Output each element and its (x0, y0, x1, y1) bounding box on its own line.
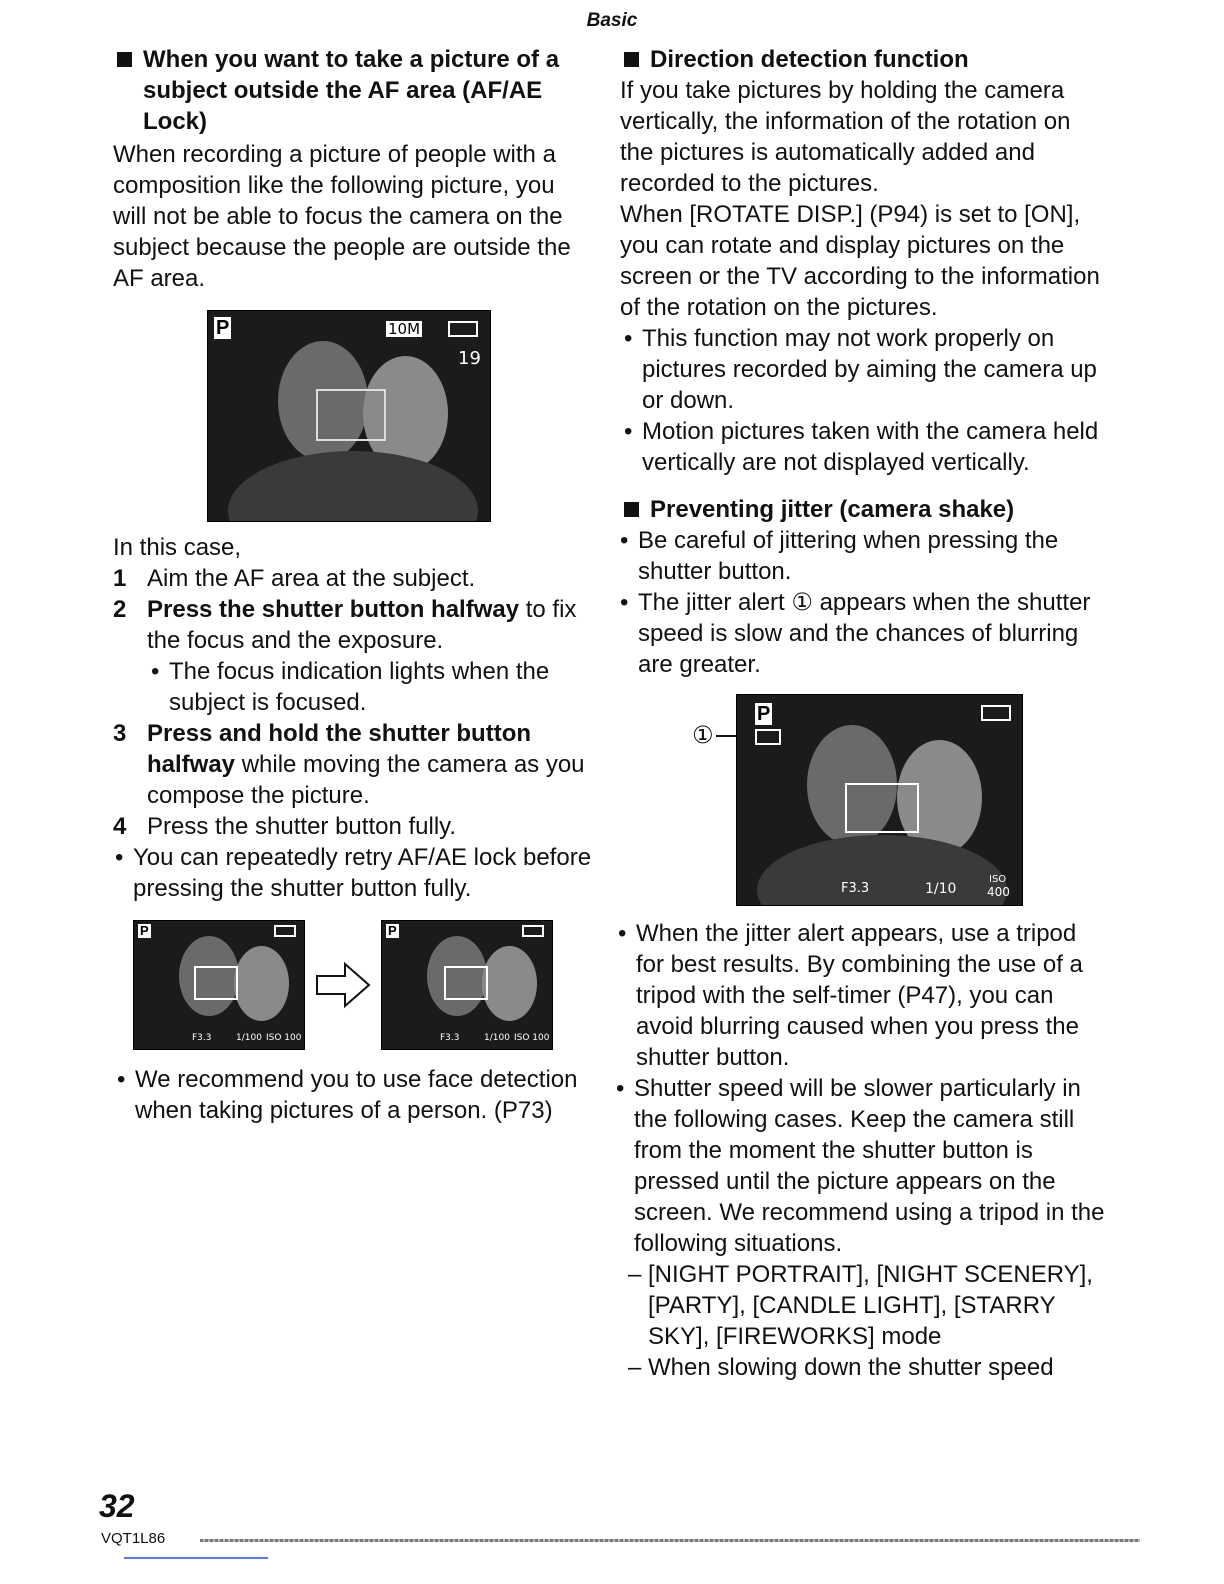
battery-icon (448, 321, 478, 337)
bullet-dot-icon: • (624, 325, 633, 352)
direction-para-2: When [ROTATE DISP.] (P94) is set to [ON], you can rotate and display pictures on the screen or the TV according to the information of the rotation on the pictures. (620, 201, 1100, 321)
jitter-bullet-1: • Be careful of jittering when pressing the shutter button. (620, 527, 1059, 585)
person-right (234, 946, 289, 1021)
shutter-value: 1/100 (236, 1033, 262, 1043)
section-header: Basic (586, 10, 638, 31)
jitter-figure (620, 694, 1110, 908)
jitter-heading: Preventing jitter (camera shake) (620, 494, 1110, 525)
bullet-dot-icon: • (620, 527, 629, 554)
aperture-value: F3.3 (841, 881, 870, 896)
mode-indicator: P (140, 923, 149, 938)
picture-size: 10M (388, 320, 421, 338)
slow-shutter-bullet: • Shutter speed will be slower particularly in the following cases. Keep the camera still from the moment the shutter button is pressed until the picture appears on the screen. We recommend using a tripod in the following situations. (616, 1075, 1105, 1257)
afae-heading: When you want to take a picture of a subject outside the AF area (AF/AE Lock) (113, 44, 593, 137)
left-column (113, 44, 593, 1126)
tripod-bullet: • When the jitter alert appears, use a tripod for best results. By combining the use of a tripod with the self-timer (P47), you can avoid blurring caused when you press the shutter button. (618, 920, 1083, 1071)
retry-note: • You can repeatedly retry AF/AE lock before pressing the shutter button fully. (115, 844, 592, 902)
right-column (616, 44, 1110, 1383)
bullet-dot-icon: • (624, 418, 633, 445)
direction-para-1: If you take pictures by holding the camera vertically, the information of the rotation on the pictures is automatically added and recorded to the pictures. (620, 77, 1071, 197)
sequence-before (133, 920, 305, 1050)
mode-indicator: P (216, 317, 230, 339)
step-3: 3 Press and hold the shutter button halfway while moving the camera as you compose the picture. (113, 720, 585, 809)
bullet-dot-icon: • (616, 1075, 625, 1102)
bullet-dot-icon: • (117, 1066, 126, 1093)
person-right (482, 946, 537, 1021)
bullet-dot-icon: • (618, 920, 627, 947)
step-4: 4 Press the shutter button fully. (113, 813, 457, 840)
iso-value: 400 (987, 885, 1010, 899)
jitter-screen (736, 694, 1023, 906)
iso-value: ISO 100 (514, 1033, 550, 1043)
battery-icon (981, 705, 1011, 721)
square-bullet-icon (624, 52, 639, 67)
remaining-count: 19 (458, 348, 481, 369)
aperture-value: F3.3 (192, 1033, 212, 1043)
face-detection-note: • We recommend you to use face detection when taking pictures of a person. (P73) (117, 1066, 578, 1124)
page-number: 32 (99, 1488, 135, 1524)
jitter-bullet-2: • The jitter alert ① appears when the shutter speed is slow and the chances of blurring are greater. (620, 589, 1091, 678)
aperture-value: F3.3 (440, 1033, 460, 1043)
bullet-dot-icon: • (151, 658, 160, 685)
afae-intro: When recording a picture of people with a composition like the following picture, you will not be able to focus the camera on the subject because the people are outside the AF area. (113, 141, 571, 292)
step-2: 2 Press the shutter button halfway to fix the focus and the exposure. (113, 596, 577, 654)
case-label: In this case, (113, 534, 242, 561)
scene-mode-item: – [NIGHT PORTRAIT], [NIGHT SCENERY], [PARTY], [CANDLE LIGHT], [STARRY SKY], [FIREWORKS] mode (628, 1261, 1093, 1350)
bullet-dot-icon: • (115, 844, 124, 871)
af-frame (194, 966, 238, 1000)
document-code: VQT1L86 (101, 1530, 166, 1547)
mode-indicator: P (388, 923, 397, 938)
arrow-right-icon (315, 960, 371, 1010)
shoulders (228, 451, 478, 522)
af-frame (845, 783, 919, 833)
afae-sequence-figure (133, 920, 593, 1056)
square-bullet-icon (624, 502, 639, 517)
iso-value: ISO 100 (266, 1033, 302, 1043)
dash-mark: – (628, 1354, 642, 1381)
shutter-value: 1/100 (484, 1033, 510, 1043)
mode-indicator: P (757, 703, 771, 725)
shutter-value: 1/10 (925, 881, 957, 897)
bullet-dot-icon: • (620, 589, 629, 616)
sequence-after (381, 920, 553, 1050)
direction-heading: Direction detection function (620, 44, 1110, 75)
af-frame (444, 966, 488, 1000)
slow-shutter-item: – When slowing down the shutter speed (628, 1354, 1054, 1381)
battery-icon (274, 925, 296, 937)
jitter-alert-icon (755, 729, 781, 745)
direction-bullet-1: • This function may not work properly on pictures recorded by aiming the camera up or down. (624, 325, 1097, 414)
footer-rule (200, 1539, 1140, 1542)
af-area-figure (207, 310, 491, 522)
callout-line (716, 735, 738, 737)
battery-icon (522, 925, 544, 937)
dash-mark: – (628, 1261, 642, 1288)
af-frame (316, 389, 386, 441)
callout-label: ① (692, 722, 714, 749)
shoulders (757, 835, 1007, 906)
step-1: 1 Aim the AF area at the subject. (113, 565, 476, 592)
square-bullet-icon (117, 52, 132, 67)
iso-label: ISO (989, 874, 1007, 885)
step-2-note: • The focus indication lights when the subject is focused. (151, 658, 550, 716)
direction-bullet-2: • Motion pictures taken with the camera held vertically are not displayed vertically. (624, 418, 1099, 476)
footer-accent-line (124, 1557, 268, 1559)
